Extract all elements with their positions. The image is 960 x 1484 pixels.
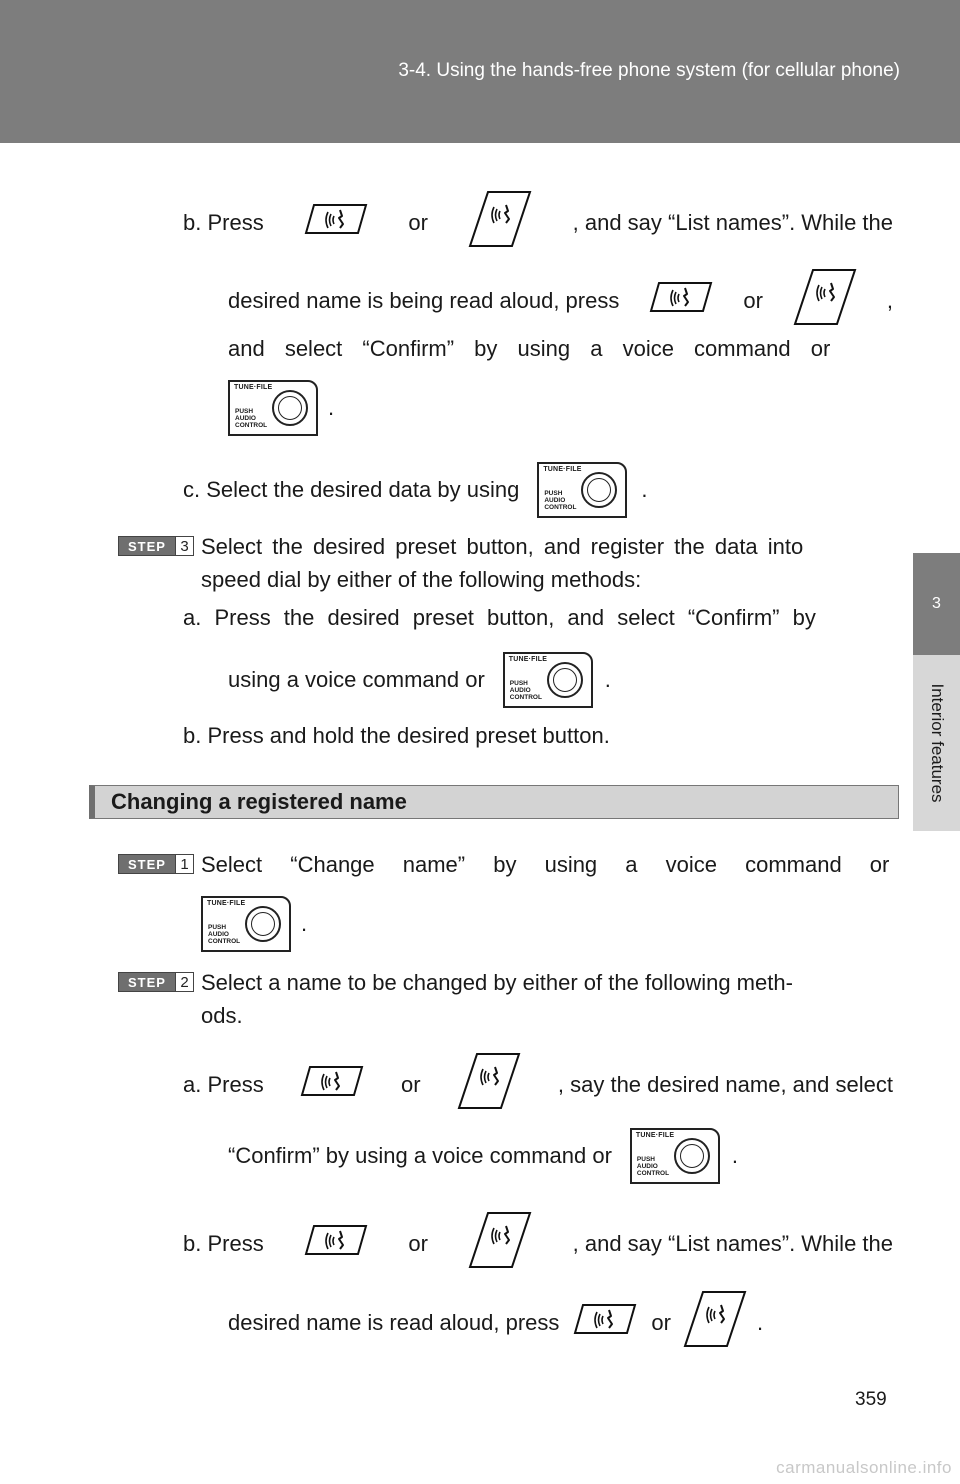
step-badge: STEP 1 — [118, 854, 194, 874]
text: . — [731, 1143, 739, 1168]
text: or — [651, 1310, 671, 1335]
chapter-label-block — [913, 655, 960, 831]
text: . — [301, 911, 308, 936]
section-title: 3-4. Using the hands-free phone system (for cellular phone) — [398, 60, 900, 81]
talk-switch-large-icon — [468, 190, 532, 256]
tune-file-knob-icon: TUNE·FILE PUSH AUDIO CONTROL — [537, 462, 627, 518]
instruction-b-line4 — [228, 380, 334, 444]
text: desired name is read aloud, press — [228, 1310, 560, 1335]
text: , — [886, 288, 893, 313]
talk-switch-icon — [304, 1224, 368, 1264]
step1-line2 — [201, 896, 307, 960]
tune-file-knob-icon: TUNE·FILE PUSH AUDIO CONTROL — [228, 380, 318, 436]
tune-file-knob-icon: TUNE·FILE PUSH AUDIO CONTROL — [630, 1128, 720, 1184]
step3-b-line: b. Press and hold the desired preset button. — [183, 723, 610, 748]
text: using a voice command or — [228, 667, 485, 692]
step1-line1 — [201, 850, 893, 880]
text: or — [743, 288, 763, 313]
text: and select “Confirm” by using a voice command or — [228, 336, 831, 361]
watermark: carmanualsonline.info — [776, 1458, 952, 1477]
text: Select “Change name” by using a voice command or — [201, 852, 890, 877]
text: “Confirm” by using a voice command or — [228, 1143, 612, 1168]
step2-a-line2 — [228, 1128, 738, 1184]
tune-file-knob-icon: TUNE·FILE PUSH AUDIO CONTROL — [503, 652, 593, 708]
talk-switch-large-icon — [683, 1290, 747, 1356]
talk-switch-large-icon — [468, 1211, 532, 1277]
step-badge: STEP 3 — [118, 536, 194, 556]
talk-switch-icon — [304, 203, 368, 243]
step2-b-line2 — [228, 1290, 763, 1356]
instruction-b-line3 — [228, 334, 893, 364]
talk-switch-icon — [300, 1065, 364, 1105]
step3-a-line1: a. Press the desired preset button, and select “Confirm” by — [183, 605, 816, 630]
text: , and say “List names”. While the — [572, 1231, 893, 1256]
step-badge: STEP 2 — [118, 972, 194, 992]
page-number: 359 — [855, 1389, 887, 1410]
step2-a-line1 — [183, 1052, 893, 1118]
step3-a-line2 — [228, 652, 611, 708]
text: b. Press — [183, 210, 264, 235]
step2-line1: Select a name to be changed by either of the following meth- — [201, 970, 793, 995]
instruction-c — [183, 462, 647, 518]
text: desired name is being read aloud, press — [228, 288, 620, 313]
text: b. Press — [183, 1231, 264, 1256]
talk-switch-icon — [649, 281, 713, 321]
text: . — [756, 1310, 764, 1335]
instruction-b-line2 — [228, 268, 893, 334]
text: or — [408, 1231, 428, 1256]
text: , and say “List names”. While the — [572, 210, 893, 235]
talk-switch-large-icon — [793, 268, 857, 334]
talk-switch-large-icon — [457, 1052, 521, 1118]
text: . — [604, 667, 611, 692]
text: c. Select the desired data by using — [183, 477, 520, 502]
text: . — [328, 395, 335, 420]
step3-line2: speed dial by either of the following methods: — [201, 567, 642, 592]
step2-line2: ods. — [201, 1003, 243, 1028]
step2-b-line1 — [183, 1211, 893, 1277]
text: a. Press — [183, 1072, 264, 1097]
step3-line1 — [201, 532, 893, 562]
section-heading: Changing a registered name — [89, 785, 899, 819]
text: , say the desired name, and select — [557, 1072, 893, 1097]
instruction-b-line1 — [183, 190, 893, 256]
text: . — [641, 477, 648, 502]
talk-switch-icon — [573, 1303, 637, 1343]
text: or — [401, 1072, 421, 1097]
chapter-number: 3 — [913, 553, 960, 655]
chapter-label: Interior features — [927, 683, 947, 803]
text: Select the desired preset button, and register the data into — [201, 534, 804, 559]
tune-file-knob-icon: TUNE·FILE PUSH AUDIO CONTROL — [201, 896, 291, 952]
header-band — [0, 0, 960, 143]
text: or — [408, 210, 428, 235]
